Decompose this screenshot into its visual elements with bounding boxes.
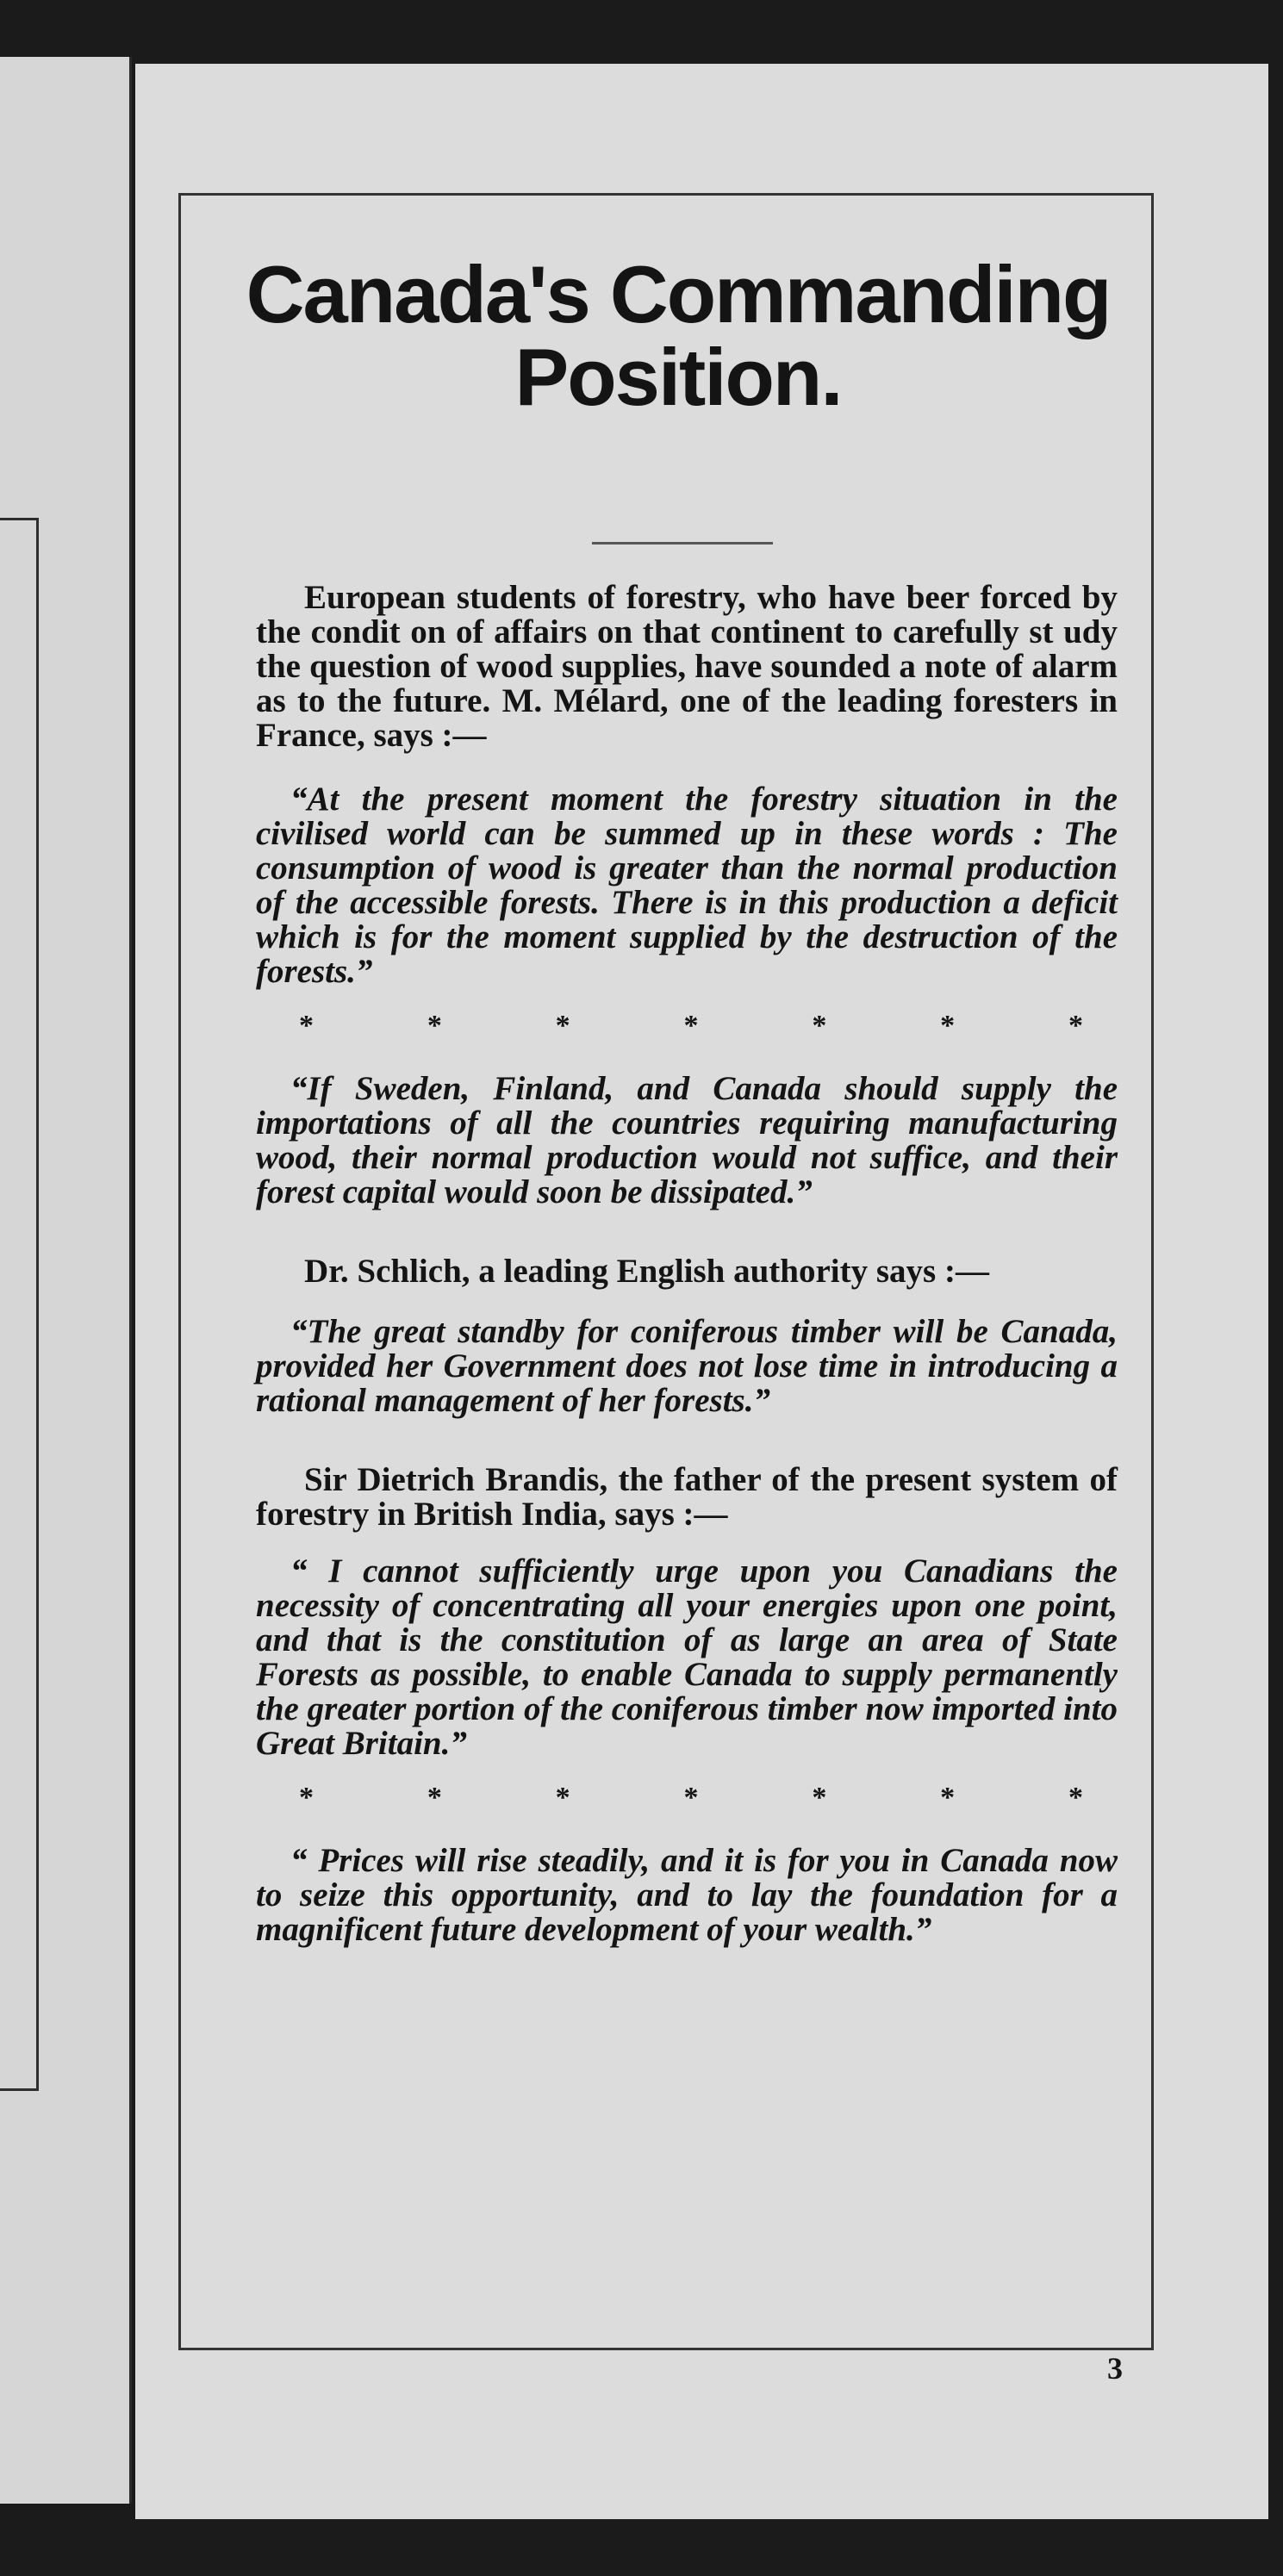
document-page (135, 64, 1268, 2519)
schlich-intro: Dr. Schlich, a leading English authority says :— (304, 1253, 989, 1290)
brandis-quote: “ I cannot sufficiently urge upon you Canadians the necessity of concentrating all your energies upon one point, and that is the constitution of as large an area of State Forests as possible, to enable Canada to supply permanently the greater portion of the coniferous timber now imported into Great Britain.” (256, 1552, 1118, 1762)
melard-quote: “At the present moment the forestry situation in the civilised world can be summed up in these words : The consumption of wood is greater than the normal production of the accessible forests. There is in this production a deficit which is for the moment supplied by the destruction of the forests.” (256, 781, 1118, 990)
separator-star: * (555, 1010, 570, 1042)
separator-star: * (1068, 1010, 1083, 1042)
sweden-finland-quote: “If Sweden, Finland, and Canada should supply the importations of all the countries requiring manufacturing wood, their normal production would not suffice, and their forest capital would soon be dissipated.” (256, 1070, 1118, 1210)
separator-star: * (812, 1010, 827, 1042)
separator-star: * (683, 1782, 699, 1814)
previous-page-edge (0, 57, 132, 2504)
schlich-quote: “The great standby for coniferous timber will be Canada, provided her Government does not lose time in introducing a rational management of her forests.” (256, 1313, 1118, 1419)
separator-star: * (299, 1782, 314, 1814)
article-body (256, 581, 1118, 1947)
separator-star: * (555, 1782, 570, 1814)
separator-star: * (1068, 1782, 1083, 1814)
title-divider (592, 542, 773, 544)
section-separator-2 (256, 1782, 1118, 1814)
intro-paragraph: European students of forestry, who have beer forced by the condit on of affairs on that continent to carefully st udy the question of wood supplies, have sounded a note of alarm as to the future. M. Mélard, one of the leading foresters in France, says :— (256, 579, 1118, 754)
previous-page-frame (0, 518, 39, 2091)
section-separator-1 (256, 1010, 1118, 1042)
separator-star: * (812, 1782, 827, 1814)
separator-star: * (299, 1010, 314, 1042)
prices-quote: “ Prices will rise steadily, and it is for you in Canada now to seize this opportunity, and to lay the foundation for a magnificent future development of your wealth.” (256, 1842, 1118, 1948)
page-title: Canada's Commanding Position. (246, 249, 1111, 422)
separator-star: * (427, 1010, 442, 1042)
separator-star: * (427, 1782, 442, 1814)
page-number: 3 (1107, 2351, 1123, 2386)
separator-star: * (940, 1010, 956, 1042)
separator-star: * (940, 1782, 956, 1814)
brandis-intro: Sir Dietrich Brandis, the father of the present system of forestry in British India, says :— (256, 1461, 1118, 1533)
separator-star: * (683, 1010, 699, 1042)
